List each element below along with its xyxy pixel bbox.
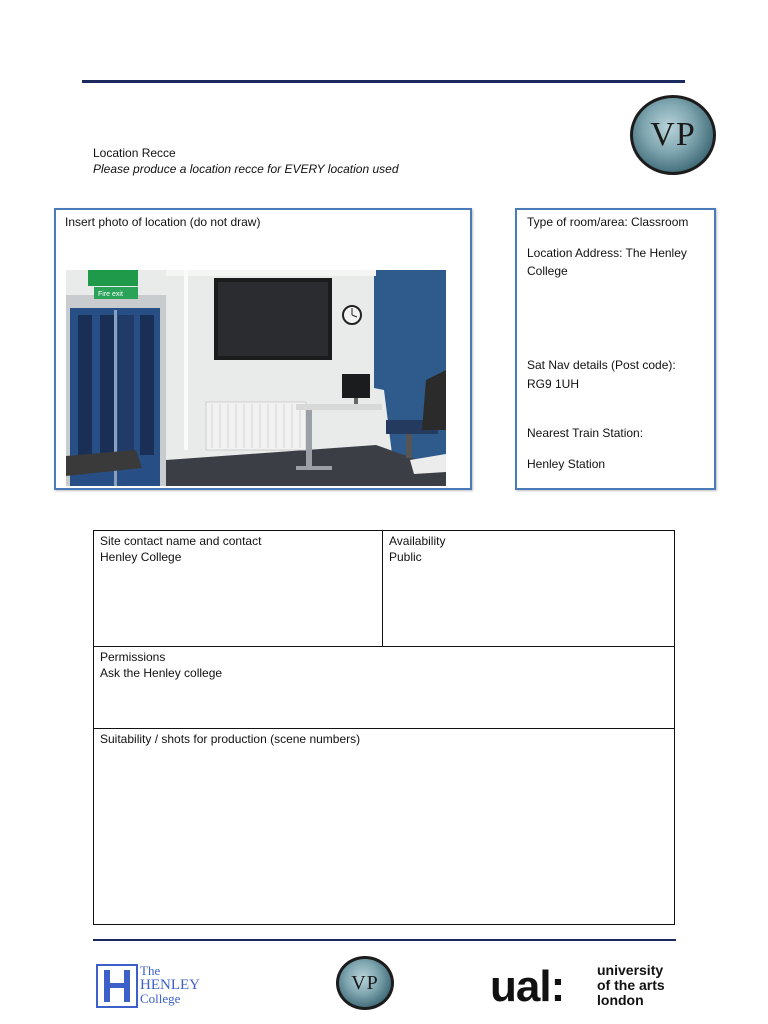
postcode-value: RG9 1UH	[527, 377, 580, 391]
location-info-box	[515, 208, 716, 490]
contact-label: Site contact name and contact	[100, 534, 262, 548]
permissions-label: Permissions	[100, 650, 166, 664]
ual-wordmark-line1: university	[597, 962, 664, 978]
bottom-divider	[93, 939, 676, 941]
vp-footer-logo-text: VP	[351, 971, 379, 994]
suitability-cell	[94, 729, 674, 924]
ual-logo	[490, 962, 680, 1012]
availability-label: Availability	[389, 534, 446, 548]
details-table	[93, 530, 675, 925]
classroom-photo-image	[66, 270, 446, 486]
availability-cell	[383, 531, 673, 646]
train-station-value: Henley Station	[527, 457, 606, 471]
address-label: Location Address: The Henley	[527, 246, 687, 260]
vp-logo	[630, 95, 716, 175]
ual-wordmark	[597, 963, 665, 1008]
suitability-label: Suitability / shots for production (scene numbers)	[100, 732, 361, 746]
train-station-label: Nearest Train Station:	[527, 426, 644, 440]
permissions-cell	[94, 647, 674, 728]
permissions-value: Ask the Henley college	[100, 666, 223, 680]
ual-wordmark-line2: of the arts	[597, 977, 665, 993]
page-subtitle: Please produce a location recce for EVERY location used	[93, 162, 399, 176]
photo-box	[54, 208, 472, 490]
henley-wordmark-line2: HENLEY	[140, 977, 200, 993]
location-photo	[66, 270, 446, 486]
contact-value: Henley College	[100, 550, 182, 564]
henley-college-logo	[96, 964, 206, 1008]
availability-value: Public	[389, 550, 422, 564]
fire-exit-sign-text: Fire exit	[98, 291, 123, 298]
satnav-label: Sat Nav details (Post code):	[527, 358, 676, 372]
ual-mark: ual:	[490, 962, 565, 1011]
henley-wordmark	[140, 964, 200, 1006]
top-divider	[82, 80, 685, 83]
page-heading	[93, 145, 399, 177]
contact-cell	[94, 531, 382, 646]
address-value: College	[527, 264, 568, 278]
photo-box-label: Insert photo of location (do not draw)	[65, 215, 261, 229]
room-type-text: Type of room/area: Classroom	[527, 215, 689, 229]
henley-wordmark-line3: College	[140, 991, 181, 1006]
henley-h-emblem-icon	[96, 964, 138, 1008]
page-title: Location Recce	[93, 146, 176, 160]
ual-wordmark-line3: london	[597, 992, 644, 1008]
vp-logo-text: VP	[650, 116, 696, 153]
vp-footer-logo	[336, 956, 394, 1010]
henley-wordmark-line1: The	[140, 963, 161, 978]
